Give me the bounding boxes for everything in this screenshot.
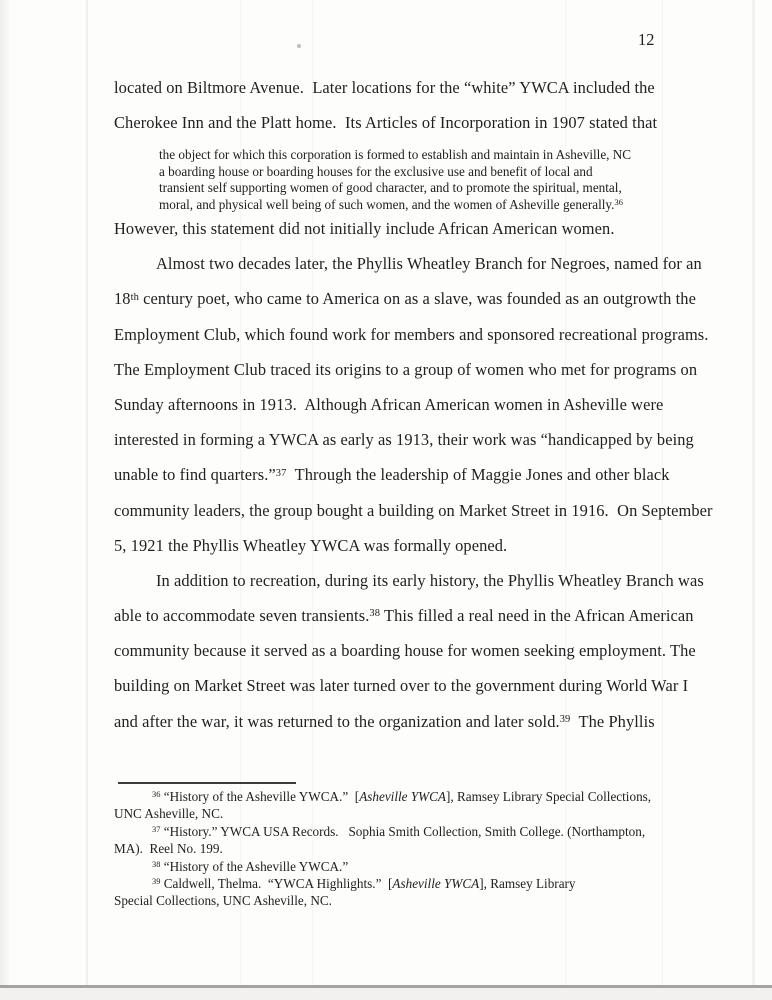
text-segment: “History of the Asheville YWCA.” [ [160, 789, 360, 804]
text-line [114, 70, 674, 105]
text-segment: ], Ramsey Library Special Collections, [446, 789, 652, 804]
text-segment: and after the war, it was returned to the organization and later sold. [114, 711, 560, 731]
text-segment: Almost two decades later, the Phyllis Wheatley Branch for Negroes, named for an [156, 254, 702, 274]
text-segment: located on Biltmore Avenue. Later locations for the “white” YWCA included the [114, 78, 655, 97]
footnote-ref: 39 [152, 876, 161, 887]
scan-bottom-strip [0, 988, 772, 1000]
text-segment: transient self supporting women of good character, and to promote the spiritual, mental, [159, 180, 622, 196]
text-segment: However, this statement did not initially include African American women. [114, 219, 615, 238]
text-segment: Caldwell, Thelma. “YWCA Highlights.” [ [160, 875, 393, 891]
text-segment: The Phyllis [570, 711, 655, 731]
text-segment: century poet, who came to America on as a slave, was founded as an outgrowth the [138, 289, 696, 309]
text-segment: This filled a real need in the African American [380, 606, 694, 626]
text-line [114, 823, 674, 840]
text-line [114, 892, 674, 909]
text-segment: building on Market Street was later turned over to the government during World War I [114, 676, 689, 696]
footnote-separator-rule [118, 782, 296, 784]
footnote-ref: th [130, 291, 139, 303]
text-line [114, 788, 674, 805]
text-line [114, 387, 674, 422]
footnote-ref: 38 [152, 858, 161, 869]
text-segment: 5, 1921 the Phyllis Wheatley YWCA was formally opened. [114, 535, 508, 555]
text-line [114, 246, 702, 281]
text-line [114, 528, 674, 563]
text-segment: Asheville YWCA [392, 875, 480, 891]
text-segment: interested in forming a YWCA as early as 1913, their work was “handicapped by being [114, 430, 694, 450]
text-line [159, 180, 679, 197]
text-segment: ], Ramsey Library [479, 875, 576, 891]
text-line [114, 840, 674, 857]
text-line [159, 164, 679, 181]
text-segment: a boarding house or boarding houses for the exclusive use and benefit of local and [159, 163, 593, 179]
text-segment: moral, and physical well being of such women, and the women of Asheville generally. [159, 196, 615, 212]
footnote-ref: 37 [275, 467, 287, 479]
text-segment: able to accommodate seven transients. [114, 606, 370, 626]
text-line [114, 457, 674, 492]
scan-streak [86, 0, 88, 985]
scan-dot-artifact [297, 44, 301, 48]
blockquote-incorporation [159, 147, 679, 213]
text-line [114, 317, 709, 352]
text-segment: UNC Asheville, NC. [114, 806, 224, 822]
text-segment: Sunday afternoons in 1913. Although African American women in Asheville were [114, 394, 664, 414]
body-text-top [114, 70, 674, 140]
text-line [114, 858, 674, 875]
text-segment: unable to find quarters.” [114, 465, 276, 485]
text-line [114, 668, 689, 703]
text-line [114, 211, 674, 246]
text-segment: Employment Club, which found work for members and sponsored recreational programs. [114, 324, 709, 344]
text-segment: Through the leadership of Maggie Jones and other black [286, 465, 670, 485]
text-segment: community leaders, the group bought a building on Market Street in 1916. On September [114, 500, 713, 520]
text-line [114, 875, 674, 892]
text-segment: Special Collections, UNC Asheville, NC. [114, 893, 332, 909]
text-line [114, 422, 694, 457]
text-line [114, 704, 674, 739]
scan-streak [752, 0, 755, 985]
text-line [114, 493, 713, 528]
text-segment: MA). Reel No. 199. [114, 841, 223, 857]
scan-left-edge [0, 0, 9, 985]
text-segment: “History.” YWCA USA Records. Sophia Smith Collection, Smith College. (Northampton, [160, 823, 646, 839]
text-line [114, 105, 674, 140]
body-text-main [114, 211, 713, 739]
footnote-ref: 39 [559, 713, 571, 725]
text-segment: community because it served as a boarding house for women seeking employment. The [114, 641, 696, 661]
text-line [114, 598, 694, 633]
text-segment: the object for which this corporation is formed to establish and maintain in Asheville, NC [159, 147, 632, 162]
text-segment: The Employment Club traced its origins to a group of women who met for programs on [114, 359, 698, 379]
text-line [159, 147, 679, 164]
footnote-ref: 38 [369, 608, 381, 620]
footnotes [114, 788, 674, 910]
text-line [114, 563, 704, 598]
text-line [114, 352, 698, 387]
text-segment: “History of the Asheville YWCA.” [160, 858, 349, 874]
text-segment: In addition to recreation, during its early history, the Phyllis Wheatley Branch was [156, 570, 704, 590]
text-line [114, 805, 674, 822]
footnote-ref: 37 [152, 823, 161, 834]
page-number: 12 [638, 30, 655, 49]
text-segment: Cherokee Inn and the Platt home. Its Articles of Incorporation in 1907 stated that [114, 113, 658, 133]
text-segment: Asheville YWCA [359, 789, 446, 804]
footnote-ref: 36 [152, 789, 161, 800]
footnote-ref: 36 [614, 196, 623, 207]
text-segment: 18 [114, 289, 131, 309]
text-line [114, 633, 696, 668]
text-line [114, 281, 696, 316]
